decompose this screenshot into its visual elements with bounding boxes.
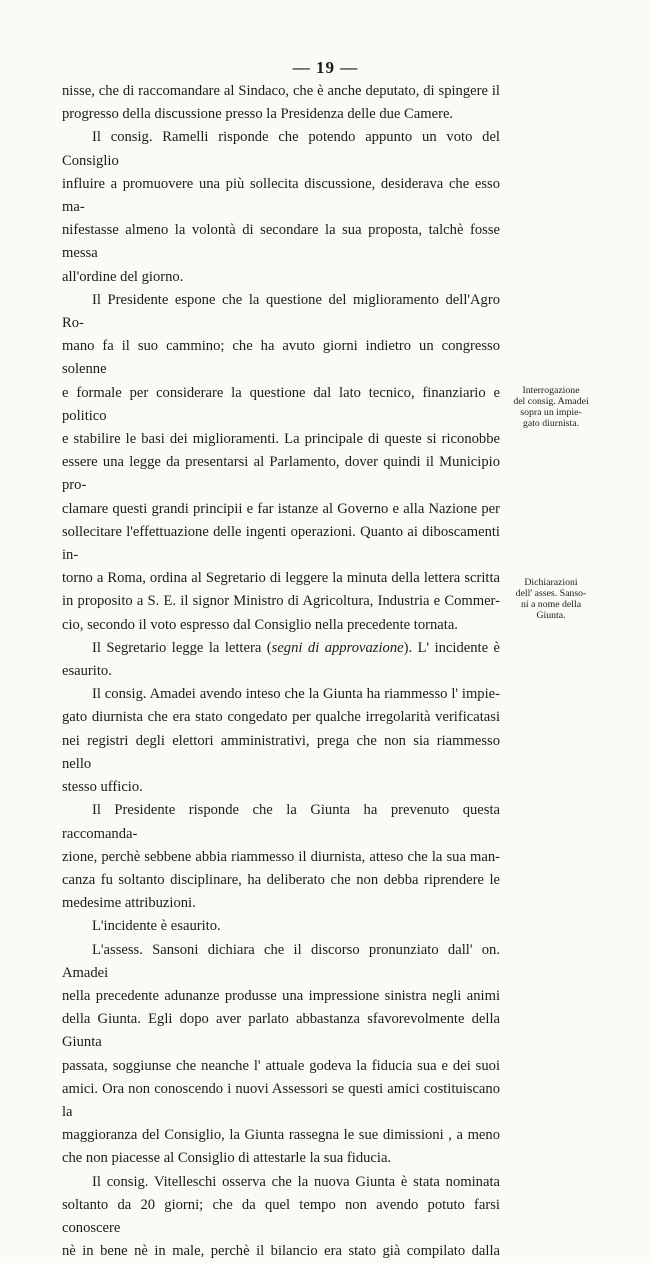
text-segment: Il Segretario legge la lettera — [92, 639, 262, 656]
text-line: nella precedente adunanze produsse una impressione sinistra negli animi — [62, 987, 500, 1004]
margin-note-sansoni — [510, 577, 592, 621]
text-line: Il Segretario legge la lettera (segni di approvazione). L' incidente è — [92, 639, 501, 656]
text-line: all'ordine del giorno. — [62, 268, 184, 285]
text-line: canza fu soltanto disciplinare, ha deliberato che non debba riprendere le — [62, 871, 500, 888]
text-line: torno a Roma, ordina al Segretario di leggere la minuta della lettera scritta — [62, 570, 500, 587]
margin-note-line: gato diurnista. — [522, 418, 580, 429]
text-line: stesso ufficio. — [62, 779, 143, 796]
text-line: medesime attribuzioni. — [62, 895, 196, 912]
text-line: esaurito. — [62, 663, 112, 680]
margin-note-line: Dichiarazioni — [524, 577, 578, 588]
margin-note-amadei — [510, 385, 592, 429]
text-line: nè in bene nè in male, perchè il bilancio era stato già compilato dalla — [62, 1243, 500, 1260]
text-line: influire a promuovere una più sollecita discussione, desiderava che esso ma- — [62, 175, 500, 216]
margin-note-line: del consig. Amadei — [513, 396, 589, 407]
text-line: nisse, che di raccomandare al Sindaco, che è anche deputato, di spingere il — [62, 83, 500, 99]
text-line: zione, perchè sebbene abbia riammesso il diurnista, atteso che la sua man- — [62, 848, 500, 865]
text-line: progresso della discussione presso la Presidenza delle due Camere. — [62, 106, 454, 123]
text-line: L'incidente è esaurito. — [92, 918, 221, 935]
text-line: sollecitare l'effettuazione delle ingenti operazioni. Quanto ai diboscamenti in- — [62, 523, 500, 564]
text-line: della Giunta. Egli dopo aver parlato abbastanza sfavorevolmente della Giunta — [62, 1011, 500, 1051]
text-line: maggioranza del Consiglio, la Giunta rassegna le sue dimissioni , a meno — [62, 1127, 500, 1144]
page-number: — 19 — — [292, 58, 359, 77]
text-line: nifestasse almeno la volontà di secondare la sua proposta, talchè fosse messa — [62, 222, 500, 262]
body-text — [62, 80, 500, 1263]
text-line: Il consig. Amadei avendo inteso che la Giunta ha riammesso l' impie- — [92, 686, 500, 703]
margin-note-line: Giunta. — [536, 610, 566, 621]
text-line: gato diurnista che era stato congedato per qualche irregolarità verificatasi — [62, 709, 500, 726]
text-line: che non piacesse al Consiglio di attestarle la sua fiducia. — [62, 1150, 392, 1167]
text-line: in proposito a S. E. il signor Ministro di Agricoltura, Industria e Commer- — [62, 593, 500, 610]
margin-note-line: ni a nome della — [520, 599, 582, 610]
text-line: mano fa il suo cammino; che ha avuto giorni indietro un congresso solenne — [62, 338, 500, 378]
text-line: Il Presidente risponde che la Giunta ha prevenuto questa raccomanda- — [62, 802, 500, 842]
text-line: cio, secondo il voto espresso dal Consiglio nella precedente tornata. — [62, 616, 458, 633]
text-line: Il Presidente espone che la questione del miglioramento dell'Agro Ro- — [62, 291, 500, 332]
text-segment: ). L' incidente è — [403, 639, 501, 656]
text-line: essere una legge da presentarsi al Parlamento, dover quindi il Municipio pro- — [62, 454, 500, 494]
text-line: soltanto da 20 giorni; che da quel tempo non avendo potuto farsi conoscere — [62, 1196, 500, 1236]
text-line: Il consig. Ramelli risponde che potendo appunto un voto del Consiglio — [62, 129, 500, 169]
text-line: clamare questi grandi principii e far istanze al Governo e alla Nazione per — [62, 500, 500, 517]
margin-note-line: dell' asses. Sanso- — [515, 588, 587, 599]
text-line: Il consig. Vitelleschi osserva che la nuova Giunta è stata nominata — [92, 1173, 500, 1190]
text-line: e stabilire le basi dei miglioramenti. La principale di queste si riconobbe — [62, 431, 500, 448]
italic-remark: segni di approvazione — [271, 639, 404, 656]
text-line: passata, soggiunse che neanche l' attuale godeva la fiducia sua e dei suoi — [62, 1057, 500, 1074]
margin-note-line: Interrogazione — [522, 385, 580, 396]
text-line: e formale per considerare la questione dal lato tecnico, finanziario e politico — [62, 384, 500, 424]
margin-note-line: sopra un impie- — [520, 407, 582, 418]
text-line: amici. Ora non conoscendo i nuovi Assessori se questi amici costituiscano la — [62, 1080, 500, 1120]
text-line: L'assess. Sansoni dichiara che il discorso pronunziato dall' on. Amadei — [62, 941, 500, 981]
text-line: nei registri degli elettori amministrativi, prega che non sia riammesso nello — [62, 732, 500, 772]
